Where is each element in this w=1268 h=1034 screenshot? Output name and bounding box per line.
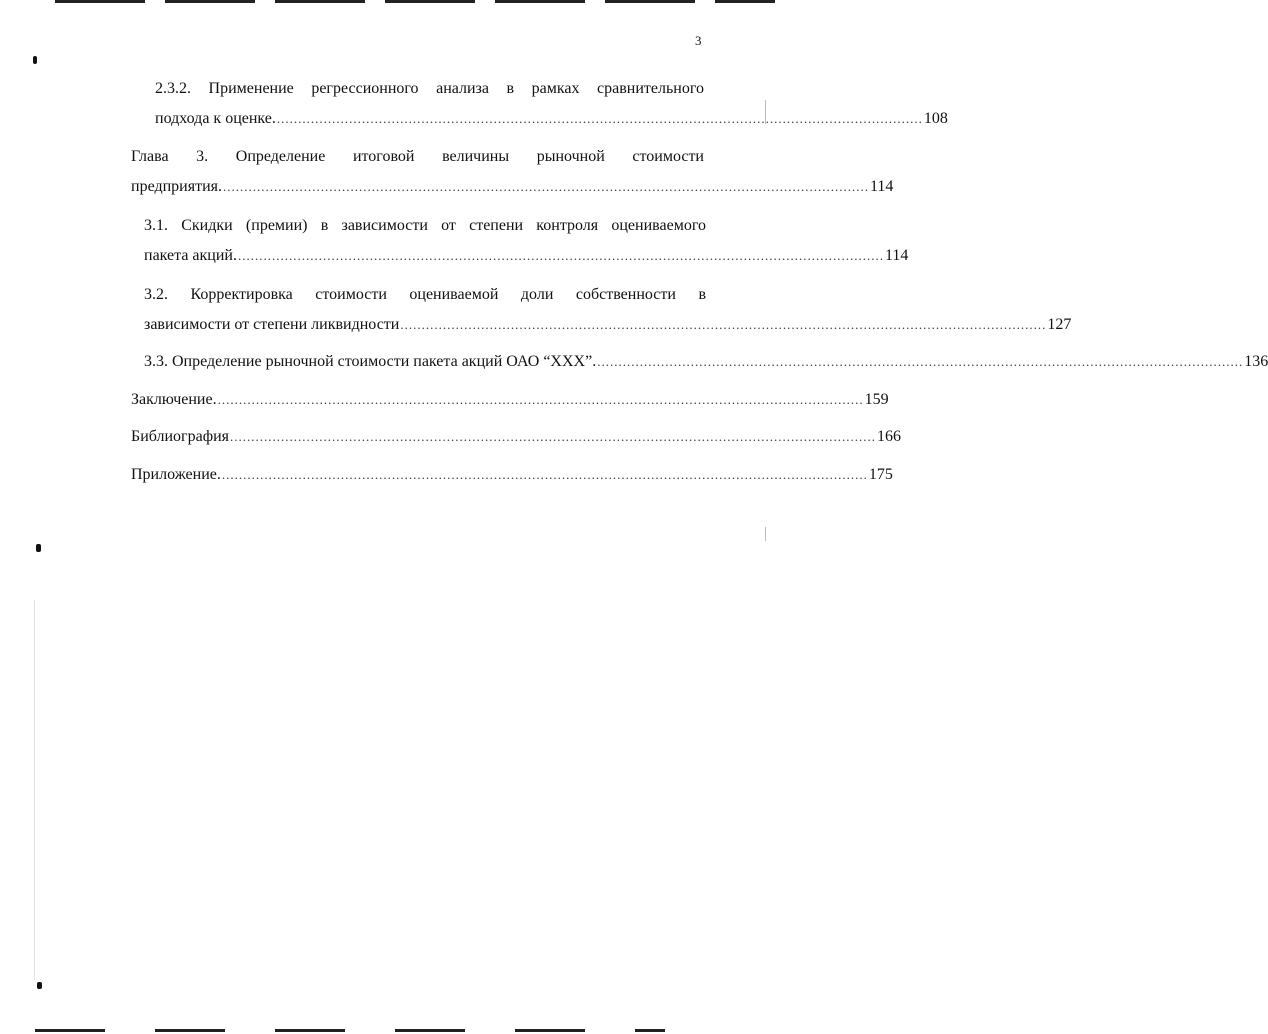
scan-dot xyxy=(36,544,41,552)
page-number: 3 xyxy=(695,33,702,48)
scan-edge-top xyxy=(55,0,775,3)
toc-entry-2-3-2-line1: 2.3.2. Применение регрессионного анализа в рамках сравнительного xyxy=(155,80,704,97)
toc-entry-conclusion[interactable] xyxy=(131,389,889,411)
scan-line xyxy=(34,600,35,980)
toc-entry-3-1[interactable] xyxy=(144,245,909,267)
toc-entry-3-1-line1: 3.1. Скидки (премии) в зависимости от степени контроля оцениваемого xyxy=(144,217,706,234)
toc-page-number: 175 xyxy=(868,466,893,483)
toc-entry-text: подхода к оценке. xyxy=(155,110,276,127)
scan-dot xyxy=(37,982,42,989)
toc-entry-text: Заключение. xyxy=(131,391,217,408)
toc-entry-3-2[interactable] xyxy=(144,314,1072,336)
toc-entry-text: зависимости от степени ликвидности xyxy=(144,316,400,333)
toc-page-number: 114 xyxy=(870,178,894,195)
toc-page-number: 127 xyxy=(1047,316,1072,333)
toc-page-number: 108 xyxy=(923,110,948,127)
leader-dots: ........................................................................................................................................................ xyxy=(597,354,1244,369)
toc-page-number: 136 xyxy=(1244,353,1268,370)
toc-entry-chapter-3-line1: Глава 3. Определение итоговой величины рыночной стоимости xyxy=(131,148,704,165)
toc-entry-text: 3.3. Определение рыночной стоимости пакета акций ОАО “XXX”. xyxy=(144,353,597,370)
toc-entry-chapter-3[interactable] xyxy=(131,176,894,198)
toc-entry-appendix[interactable] xyxy=(131,464,893,486)
toc-entry-bibliography[interactable] xyxy=(131,426,901,448)
scan-line xyxy=(765,527,766,541)
toc-page-number: 114 xyxy=(885,247,909,264)
toc-entry-text: предприятия. xyxy=(131,178,222,195)
leader-dots: ........................................................................................................................................................ xyxy=(217,392,864,407)
toc-page-number: 159 xyxy=(864,391,889,408)
toc-page-number: 166 xyxy=(877,428,901,445)
leader-dots: ........................................................................................................................................................ xyxy=(276,111,923,126)
leader-dots: ........................................................................................................................................................ xyxy=(400,317,1047,332)
toc-entry-text: Приложение. xyxy=(131,466,221,483)
leader-dots: ........................................................................................................................................................ xyxy=(230,429,876,444)
toc-entry-2-3-2[interactable] xyxy=(155,108,948,130)
toc-entry-text: пакета акций. xyxy=(144,247,237,264)
toc-entry-3-2-line1: 3.2. Корректировка стоимости оцениваемой доли собственности в xyxy=(144,286,706,303)
toc-entry-text: Библиография xyxy=(131,428,229,445)
toc-entry-3-3[interactable] xyxy=(144,351,1268,373)
scan-dot xyxy=(33,56,37,64)
leader-dots: ........................................................................................................................................................ xyxy=(238,248,884,263)
leader-dots: ........................................................................................................................................................ xyxy=(221,467,868,482)
scan-edge-bottom xyxy=(35,1029,665,1032)
leader-dots: ........................................................................................................................................................ xyxy=(223,179,869,194)
